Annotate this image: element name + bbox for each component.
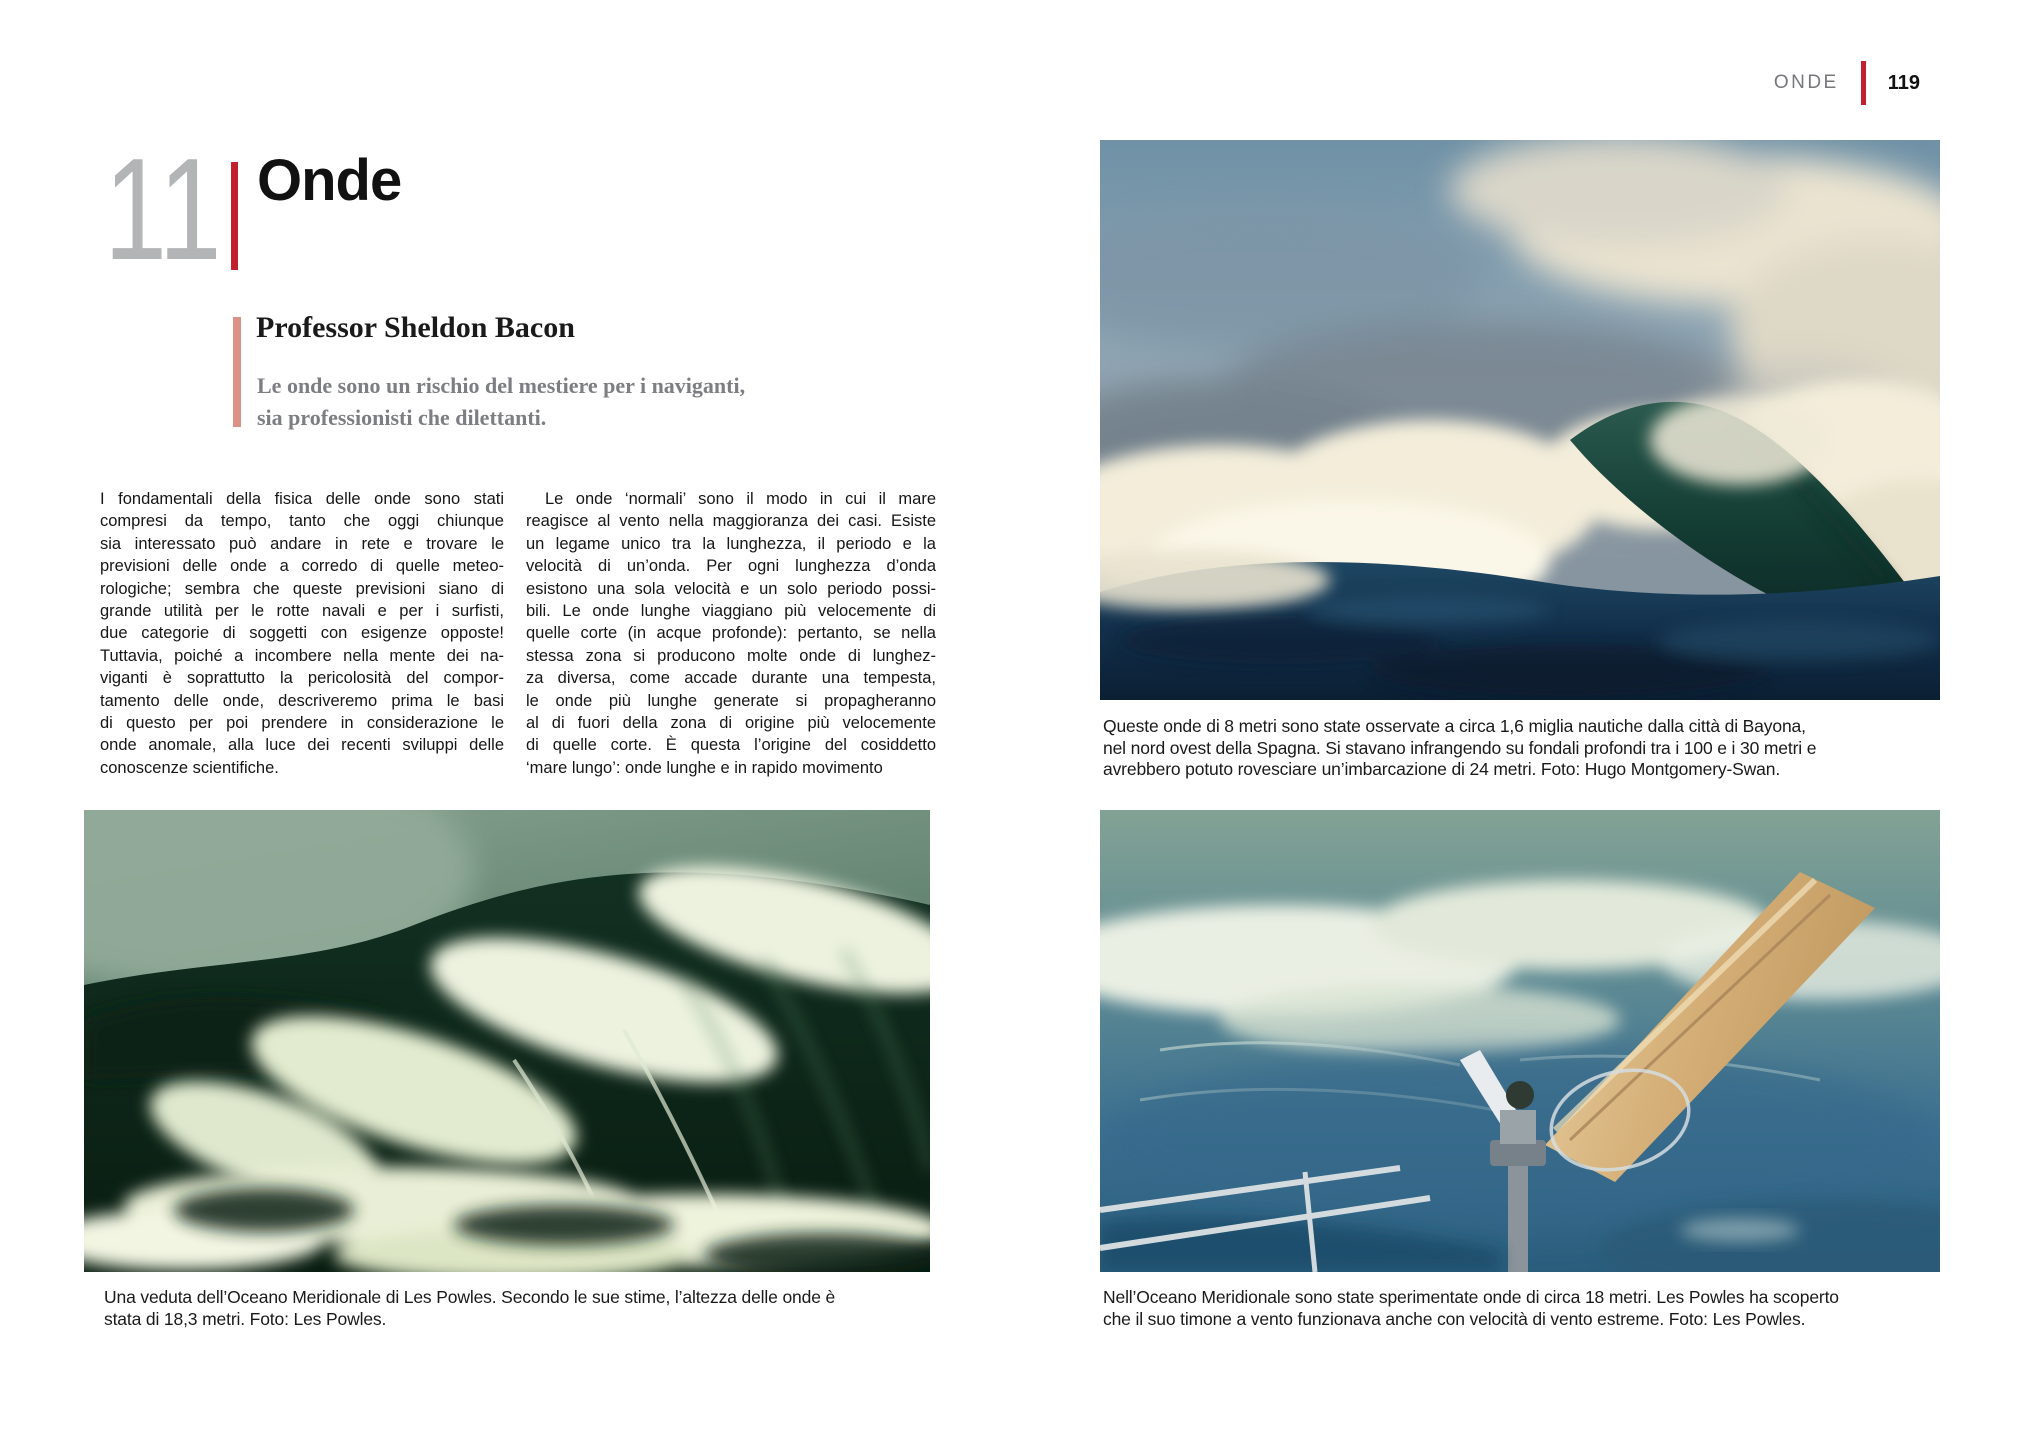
text-line: stessa zona si producono molte onde di lunghez- xyxy=(526,646,936,665)
text-line: onde anomale, alla luce dei recenti sviluppi delle xyxy=(100,736,504,755)
running-header xyxy=(1774,60,1920,106)
header-accent-bar xyxy=(1861,61,1866,105)
page-number: 119 xyxy=(1887,71,1920,94)
header-section-label: ONDE xyxy=(1773,72,1839,93)
caption-breaking-wave xyxy=(1103,716,1943,781)
text-line: avrebbero potuto rovesciare un’imbarcazione di 24 metri. Foto: Hugo Montgomery-Swan. xyxy=(1103,759,1781,779)
caption-wind-vane xyxy=(1103,1287,1943,1330)
text-line: I fondamentali della fisica delle onde sono stati xyxy=(100,490,504,508)
text-line: tamento delle onde, descriveremo prima le basi xyxy=(100,691,504,710)
text-line: nel nord ovest della Spagna. Si stavano infrangendo su fondali profondi tra i 100 e i 30 metri e xyxy=(1103,737,1817,758)
southern-ocean-wave-photo xyxy=(84,810,930,1272)
text-line: esistono una sola velocità e un solo periodo possi- xyxy=(526,579,936,598)
text-line: reagisce al vento nella maggioranza dei casi. Esiste xyxy=(526,512,936,531)
caption-southern-ocean-wave xyxy=(104,1287,944,1330)
text-line: le onde più lunghe generate si propagheranno xyxy=(526,691,936,710)
breaking-wave-photo xyxy=(1100,140,1940,700)
chapter-accent-bar xyxy=(231,162,238,270)
figure-breaking-wave xyxy=(1100,140,1940,700)
text-line: stata di 18,3 metri. Foto: Les Powles. xyxy=(104,1308,387,1329)
wind-vane-photo xyxy=(1100,810,1940,1272)
body-column-2 xyxy=(526,488,936,779)
text-line: bili. Le onde lunghe viaggiano più velocemente di xyxy=(526,602,936,621)
figure-wind-vane xyxy=(1100,810,1940,1272)
text-line: sia professionisti che dilettanti. xyxy=(257,405,547,430)
text-line: quelle corte (in acque profonde): pertanto, se nella xyxy=(526,624,936,643)
text-line: sia interessato può andare in rete e trovare le xyxy=(100,534,504,553)
text-line: Tuttavia, poiché a incombere nella mente dei na- xyxy=(100,646,504,665)
author-accent-bar xyxy=(233,317,241,427)
text-line: conoscenze scientifiche. xyxy=(100,758,279,777)
text-line: di questo per poi prendere in considerazione le xyxy=(100,714,504,733)
text-line: grande utilità per le rotte navali e per i surfisti, xyxy=(100,602,504,621)
text-line: Queste onde di 8 metri sono state osservate a circa 1,6 miglia nautiche dalla città di Bayona, xyxy=(1103,716,1806,736)
text-line: due categorie di soggetti con esigenze opposte! xyxy=(100,624,504,643)
chapter-number: 11 xyxy=(104,128,222,290)
body-column-1 xyxy=(100,488,504,779)
lede-text xyxy=(257,370,745,434)
text-line: che il suo timone a vento funzionava anche con velocità di vento estreme. Foto: Les Powles. xyxy=(1103,1308,1806,1329)
text-line: ‘mare lungo’: onde lunghe e in rapido movimento xyxy=(526,758,883,777)
text-line: rologiche; sembra che queste previsioni siano di xyxy=(100,579,504,598)
text-line: di quelle corte. È questa l’origine del cosiddetto xyxy=(526,736,936,755)
text-line: previsioni delle onde a corredo di quelle meteo- xyxy=(100,557,504,576)
text-line: Le onde sono un rischio del mestiere per i naviganti, xyxy=(257,373,746,398)
text-line: za diversa, come accade durante una tempesta, xyxy=(526,669,936,688)
text-line: Le onde ‘normali’ sono il modo in cui il mare xyxy=(545,490,936,508)
text-line: velocità di un’onda. Per ogni lunghezza d’onda xyxy=(526,557,936,576)
chapter-title: Onde xyxy=(257,148,402,213)
text-line: Una veduta dell’Oceano Meridionale di Les Powles. Secondo le sue stime, l’altezza delle onde è xyxy=(104,1287,836,1307)
text-line: Nell’Oceano Meridionale sono state sperimentate onde di circa 18 metri. Les Powles ha scoperto xyxy=(1103,1287,1839,1307)
author-name: Professor Sheldon Bacon xyxy=(256,311,575,344)
text-line: un legame unico tra la lunghezza, il periodo e la xyxy=(526,534,936,553)
text-line: al di fuori della zona di origine più velocemente xyxy=(526,714,936,733)
figure-southern-ocean-wave xyxy=(84,810,930,1272)
text-line: compresi da tempo, tanto che oggi chiunque xyxy=(100,512,504,531)
text-line: viganti è soprattutto la pericolosità del compor- xyxy=(100,669,504,688)
